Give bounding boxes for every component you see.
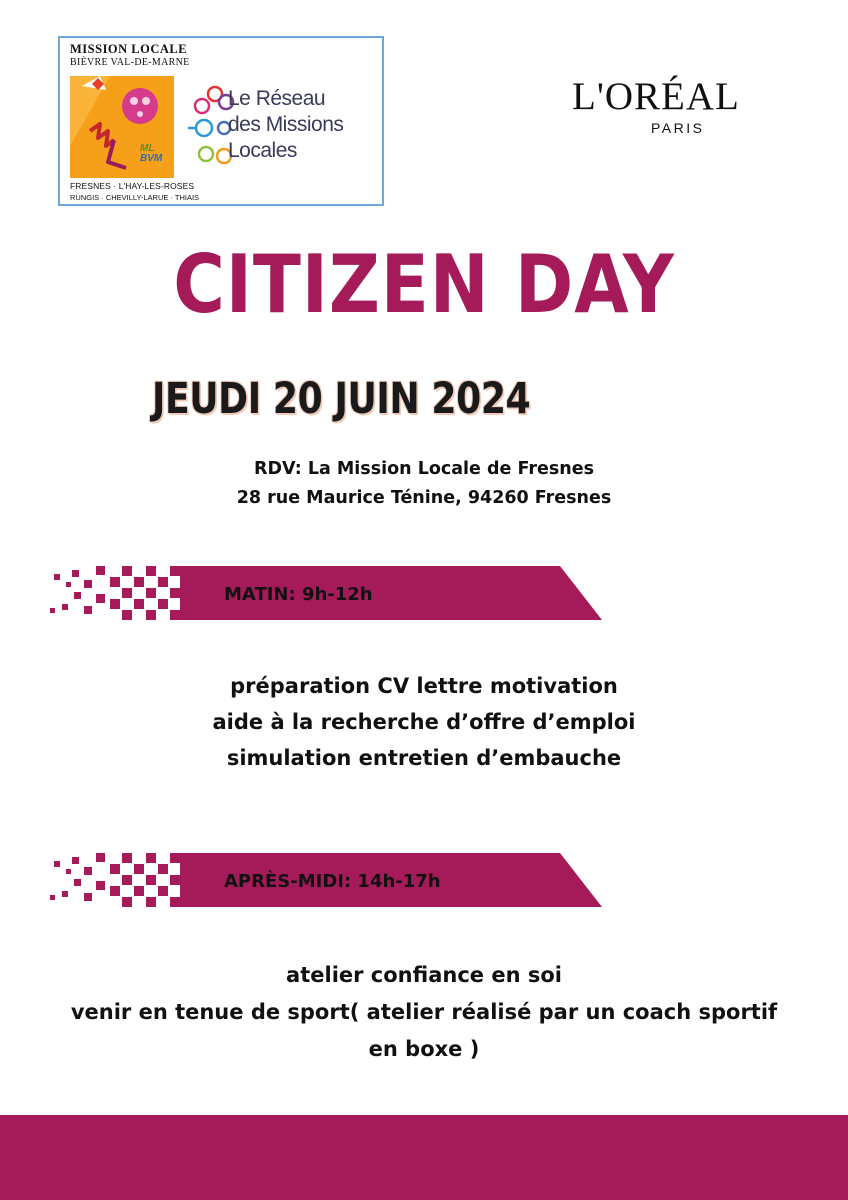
ml-bvm-badge xyxy=(140,144,162,164)
list-item: préparation CV lettre motivation xyxy=(230,674,618,698)
ml-badge-top: ML xyxy=(140,143,155,154)
event-title: CITIZEN DAY xyxy=(173,238,675,331)
reseau-line-2: des Missions xyxy=(228,113,344,136)
footer-band xyxy=(0,1115,848,1200)
mission-locale-region: BIÈVRE VAL-DE-MARNE xyxy=(70,57,190,68)
loreal-paris: PARIS xyxy=(651,120,705,136)
event-location xyxy=(0,455,848,513)
apres-midi-activities xyxy=(0,957,848,1068)
matin-label: MATIN: 9h-12h xyxy=(224,584,373,605)
list-item: aide à la recherche d’offre d’emploi xyxy=(212,710,636,734)
pixel-banner-shape xyxy=(0,564,848,624)
matin-activities xyxy=(0,668,848,776)
ml-badge-bottom: BVM xyxy=(140,153,163,164)
rdv-line-2: 28 rue Maurice Ténine, 94260 Fresnes xyxy=(236,488,612,508)
mission-locale-towns-2: RUNGIS · CHEVILLY-LARUE · THIAIS xyxy=(70,193,200,202)
list-item: atelier confiance en soi xyxy=(286,963,562,987)
mission-locale-name: MISSION LOCALE xyxy=(70,42,188,56)
reseau-line-3: Locales xyxy=(228,139,297,162)
list-item: venir en tenue de sport( atelier réalisé par un coach sportif xyxy=(70,1000,778,1024)
list-item: en boxe ) xyxy=(368,1037,480,1061)
matin-banner xyxy=(0,564,848,624)
apres-midi-banner xyxy=(0,851,848,911)
reseau-wordmark xyxy=(228,86,343,164)
partner-logos xyxy=(58,36,384,206)
rdv-line-1: RDV: La Mission Locale de Fresnes xyxy=(253,459,595,479)
list-item: simulation entretien d’embauche xyxy=(226,746,622,770)
loreal-logo: L'ORÉAL xyxy=(572,75,740,118)
reseau-line-1: Le Réseau xyxy=(228,87,326,110)
mission-locale-towns-1: FRESNES · L'HAY-LES-ROSES xyxy=(70,181,195,191)
apres-midi-label: APRÈS-MIDI: 14h-17h xyxy=(224,871,441,892)
event-date: JEUDI 20 JUIN 2024 xyxy=(152,374,531,424)
